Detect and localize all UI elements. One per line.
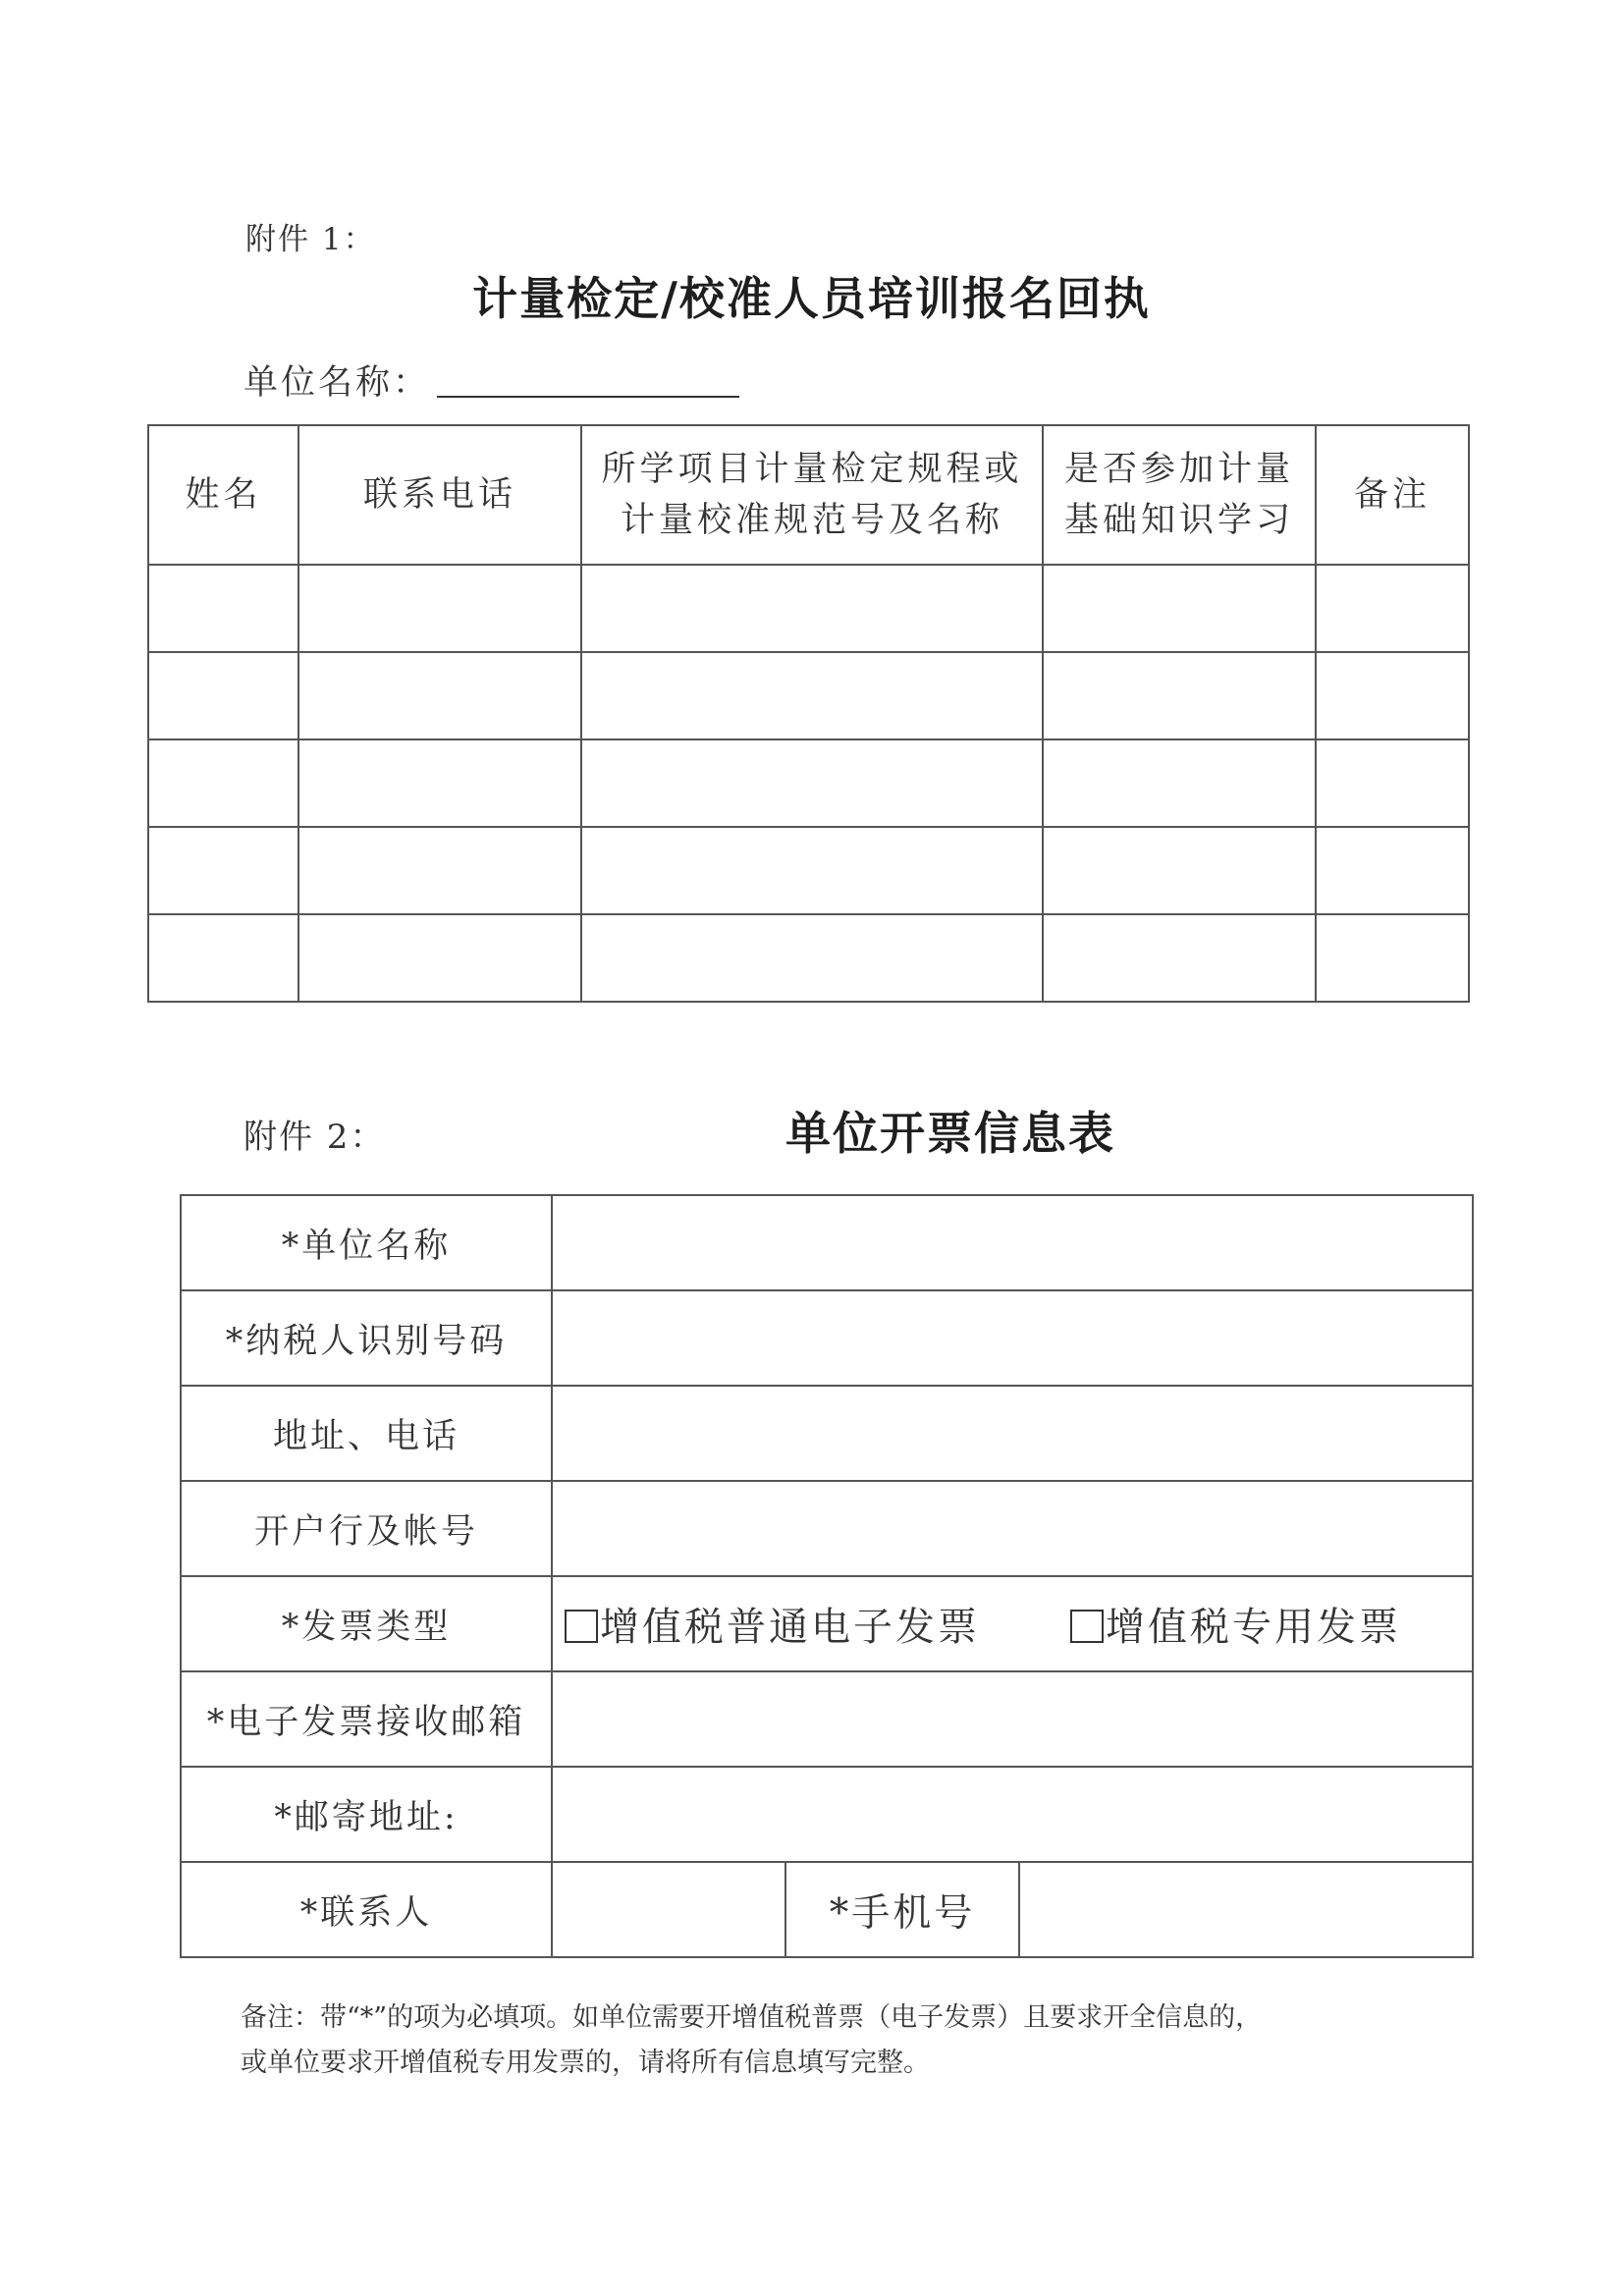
cell-basic-training[interactable] <box>1043 739 1316 827</box>
contact-field-label: *联系人 <box>181 1862 552 1957</box>
address-phone-field-label: 地址、电话 <box>181 1386 552 1481</box>
header-project <box>581 425 1043 565</box>
table-row <box>181 1195 1473 1290</box>
header-project-line-1: 所学项目计量检定规程或 <box>601 450 1023 489</box>
unit-name-input-line[interactable] <box>437 396 739 398</box>
taxpayer-id-field[interactable] <box>552 1290 1473 1386</box>
table-row <box>148 914 1469 1002</box>
cell-remark[interactable] <box>1316 565 1469 652</box>
table-row <box>181 1481 1473 1576</box>
table-row <box>148 652 1469 739</box>
cell-basic-training[interactable] <box>1043 565 1316 652</box>
invoice-option-special[interactable] <box>1070 1605 1401 1650</box>
cell-project[interactable] <box>581 565 1043 652</box>
cell-phone[interactable] <box>298 914 581 1002</box>
unit-name-field-label: *单位名称 <box>181 1195 552 1290</box>
header-project-line-2: 计量校准规范号及名称 <box>620 501 1003 540</box>
attachment-2-label: 附件 2： <box>243 1118 386 1157</box>
unit-name-label: 单位名称： <box>243 363 431 403</box>
header-name <box>148 425 298 565</box>
cell-name[interactable] <box>148 739 298 827</box>
invoice-type-options <box>552 1576 1473 1671</box>
cell-remark[interactable] <box>1316 652 1469 739</box>
cell-remark[interactable] <box>1316 827 1469 914</box>
note <box>241 1995 1468 2086</box>
cell-basic-training[interactable] <box>1043 914 1316 1002</box>
invoice-email-field[interactable] <box>552 1671 1473 1767</box>
table-row <box>148 827 1469 914</box>
note-line-2: 或单位要求开增值税专用发票的，请将所有信息填写完整。 <box>241 2048 930 2078</box>
mail-address-field[interactable] <box>552 1767 1473 1862</box>
invoice-info-title: 单位开票信息表 <box>785 1107 1115 1160</box>
checkbox-icon[interactable] <box>565 1610 598 1643</box>
cell-phone[interactable] <box>298 739 581 827</box>
table-row <box>181 1386 1473 1481</box>
invoice-info-table <box>180 1194 1474 1958</box>
invoice-email-field-label: *电子发票接收邮箱 <box>181 1671 552 1767</box>
cell-remark[interactable] <box>1316 739 1469 827</box>
header-remark-text: 备注 <box>1353 475 1431 515</box>
registration-table-header-row <box>148 425 1469 565</box>
cell-remark[interactable] <box>1316 914 1469 1002</box>
cell-project[interactable] <box>581 827 1043 914</box>
cell-name[interactable] <box>148 652 298 739</box>
table-row <box>181 1767 1473 1862</box>
table-row <box>181 1862 1473 1957</box>
bank-account-field[interactable] <box>552 1481 1473 1576</box>
mobile-field-label: *手机号 <box>785 1862 1019 1957</box>
contact-field[interactable] <box>552 1862 785 1957</box>
cell-name[interactable] <box>148 565 298 652</box>
address-phone-field[interactable] <box>552 1386 1473 1481</box>
table-row <box>181 1290 1473 1386</box>
invoice-option-normal-electronic[interactable] <box>565 1605 980 1650</box>
invoice-type-field-label: *发票类型 <box>181 1576 552 1671</box>
bank-account-field-label: 开户行及帐号 <box>181 1481 552 1576</box>
cell-phone[interactable] <box>298 652 581 739</box>
mail-address-field-label: *邮寄地址: <box>181 1767 552 1862</box>
header-basic-training-line-1: 是否参加计量 <box>1063 450 1294 489</box>
table-row <box>181 1576 1473 1671</box>
attachment-1-label: 附件 1： <box>245 222 376 257</box>
header-phone <box>298 425 581 565</box>
invoice-option-normal-electronic-label: 增值税普通电子发票 <box>600 1605 980 1650</box>
header-phone-text: 联系电话 <box>362 475 516 515</box>
header-remark <box>1316 425 1469 565</box>
invoice-option-special-label: 增值税专用发票 <box>1106 1605 1401 1650</box>
cell-phone[interactable] <box>298 827 581 914</box>
cell-name[interactable] <box>148 827 298 914</box>
cell-basic-training[interactable] <box>1043 652 1316 739</box>
cell-project[interactable] <box>581 739 1043 827</box>
registration-table <box>147 424 1470 1003</box>
mobile-field[interactable] <box>1019 1862 1473 1957</box>
cell-project[interactable] <box>581 652 1043 739</box>
header-basic-training <box>1043 425 1316 565</box>
header-name-text: 姓名 <box>185 475 262 515</box>
cell-project[interactable] <box>581 914 1043 1002</box>
table-row <box>181 1671 1473 1767</box>
cell-name[interactable] <box>148 914 298 1002</box>
cell-basic-training[interactable] <box>1043 827 1316 914</box>
note-line-1: 备注：带“*”的项为必填项。如单位需要开增值税普票（电子发票）且要求开全信息的， <box>241 2002 1263 2033</box>
header-basic-training-line-2: 基础知识学习 <box>1063 501 1294 540</box>
registration-form-title: 计量检定/校准人员培训报名回执 <box>472 272 1151 325</box>
unit-name-field[interactable] <box>552 1195 1473 1290</box>
cell-phone[interactable] <box>298 565 581 652</box>
table-row <box>148 739 1469 827</box>
taxpayer-id-field-label: *纳税人识别号码 <box>181 1290 552 1386</box>
checkbox-icon[interactable] <box>1070 1610 1104 1643</box>
table-row <box>148 565 1469 652</box>
